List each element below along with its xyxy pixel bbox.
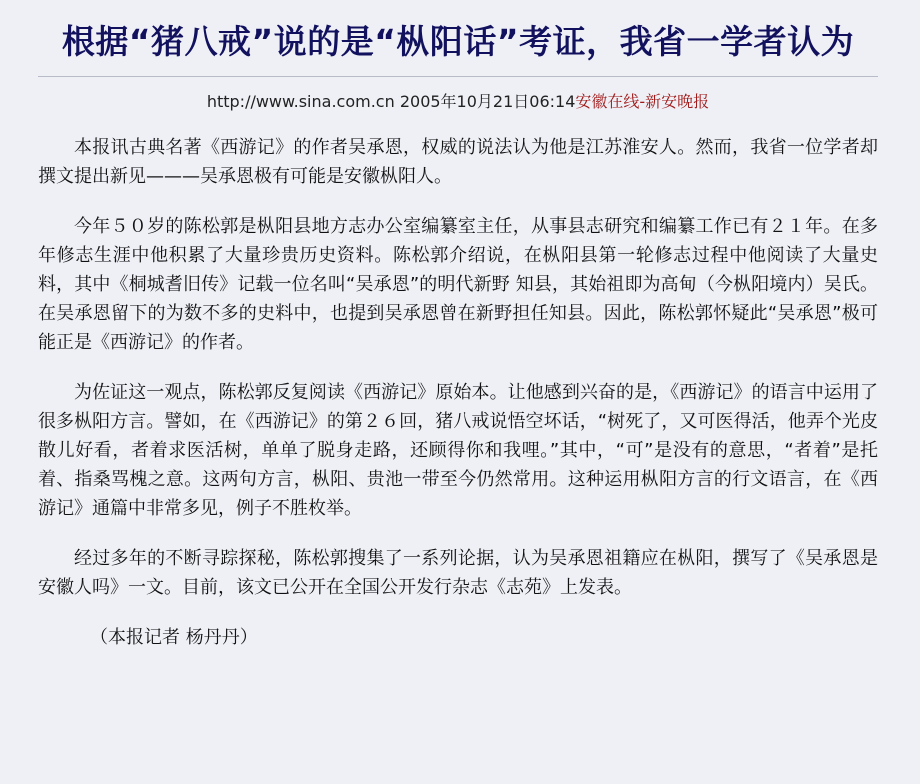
publish-datetime: 2005年10月21日06:14 <box>399 92 576 111</box>
paragraph-2: 今年５０岁的陈松郭是枞阳县地方志办公室编纂室主任，从事县志研究和编纂工作已有２１年。在多年修志生涯中他积累了大量珍贵历史资料。陈松郭介绍说，在枞阳县第一轮修志过程中他阅读了大量史料，其中《桐城耆旧传》记载一位名叫“吴承恩”的明代新野 知县，其始祖即为高甸（今枞阳境内）吴氏。在吴承恩留下的为数不多的史料中，也提到吴承恩曾在新野担任知县。因此，陈松郭怀疑此“吴承恩”极可能正是《西游记》的作者。 <box>38 216 878 353</box>
article-meta <box>38 92 878 112</box>
article-body <box>38 133 878 652</box>
paragraph-3: 为佐证这一观点，陈松郭反复阅读《西游记》原始本。让他感到兴奋的是，《西游记》的语言中运用了很多枞阳方言。譬如，在《西游记》的第２６回，猪八戒说悟空坏话，“树死了，又可医得活，他弄个光皮散儿好看，者着求医活树，单单了脱身走路，还顾得你和我哩。”其中，“可”是没有的意思，“者着”是托着、指桑骂槐之意。这两句方言，枞阳、贵池一带至今仍然常用。这种运用枞阳方言的行文语言，在《西游记》通篇中非常多见，例子不胜枚举。 <box>38 382 878 519</box>
headline: 根据“猪八戒”说的是“枞阳话”考证，我省一学者认为 <box>61 22 855 61</box>
paragraph-1: 本报讯古典名著《西游记》的作者吴承恩，权威的说法认为他是江苏淮安人。然而，我省一位学者却撰文提出新见———吴承恩极有可能是安徽枞阳人。 <box>38 137 878 187</box>
paragraph-4: 经过多年的不断寻踪探秘，陈松郭搜集了一系列论据，认为吴承恩祖籍应在枞阳，撰写了《吴承恩是安徽人吗》一文。目前，该文已公开在全国公开发行杂志《志苑》上发表。 <box>38 548 878 598</box>
source-link[interactable]: 安徽在线-新安晚报 <box>575 92 710 111</box>
source-url[interactable]: http://www.sina.com.cn <box>206 92 395 111</box>
title-divider <box>38 76 878 77</box>
reporter-byline: （本报记者 杨丹丹） <box>90 627 258 648</box>
